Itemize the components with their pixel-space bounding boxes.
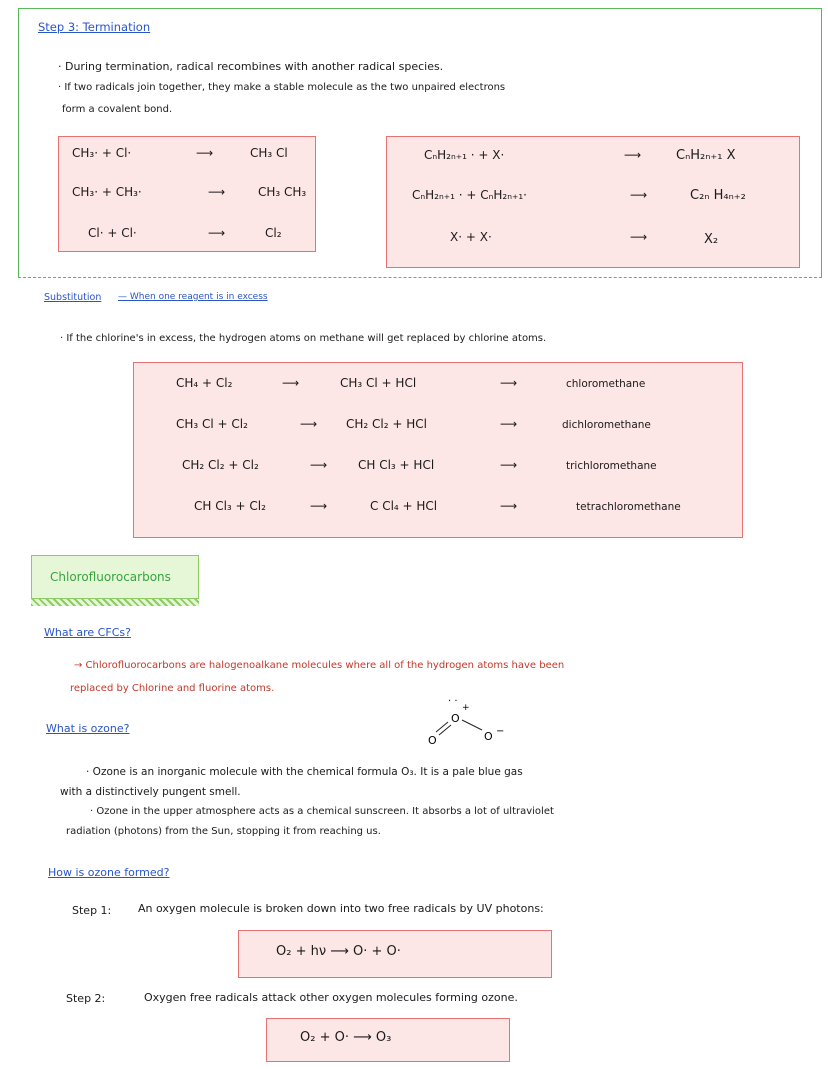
cfc-question: What are CFCs? [44,626,131,639]
arrow: ⟶ [196,146,214,160]
step3-line2: · If two radicals join together, they make a stable molecule as the two unpaired electrons [58,82,506,93]
arrow: ⟶ [208,185,226,199]
cfc-answer-line1: → Chlorofluorocarbons are halogenoalkane molecules where all of the hydrogen atoms have been [74,660,565,671]
equation-rhs: X₂ [704,232,719,247]
equation-products: CH₃ Cl + HCl [340,376,417,390]
equation-products: CH₂ Cl₂ + HCl [346,417,427,431]
lone-pair-dots: · · [448,696,458,707]
ozone-para2-line1: · Ozone in the upper atmosphere acts as a chemical sunscreen. It absorbs a lot of ultraviolet [90,806,554,817]
double-bond-line [436,722,448,732]
arrow: ⟶ [630,188,648,202]
long-arrow: ⟶ [500,376,518,390]
equation-lhs: CH Cl₃ + Cl₂ [194,499,266,513]
equation-products: C Cl₄ + HCl [370,499,438,513]
step3-title: Step 3: Termination [38,20,151,34]
step1-label: Step 1: [72,904,112,917]
section-divider [18,277,822,278]
equation-lhs: CH₄ + Cl₂ [176,376,233,390]
step1-text: An oxygen molecule is broken down into two free radicals by UV photons: [138,902,544,915]
arrow: ⟶ [310,458,328,472]
ozone-para2-line2: radiation (photons) from the Sun, stopping it from reaching us. [66,826,381,837]
equation-rhs: CₙH₂ₙ₊₁ X [676,148,736,163]
product-name: dichloromethane [562,419,651,431]
step3-line1: · During termination, radical recombines with another radical species. [58,60,444,73]
negative-charge: − [496,726,505,737]
single-bond-line [462,720,482,730]
equation-rhs: CH₃ Cl [250,146,288,160]
cfc-tag-hatch [31,599,199,606]
long-arrow: ⟶ [500,458,518,472]
arrow: ⟶ [208,226,226,240]
cfc-answer-line2: replaced by Chlorine and fluorine atoms. [70,683,275,694]
arrow: ⟶ [630,230,648,244]
equation-products: CH Cl₃ + HCl [358,458,435,472]
equation-rhs: Cl₂ [265,226,282,240]
equation-rhs: CH₃ CH₃ [258,185,307,199]
double-bond-line [439,725,451,735]
equation-lhs: CH₃· + CH₃· [72,185,142,199]
equation-lhs: X· + X· [450,230,492,244]
oxygen-atom-center: O [451,712,460,725]
product-name: chloromethane [566,378,646,390]
ozone-para1-line1: · Ozone is an inorganic molecule with the chemical formula O₃. It is a pale blue gas [86,766,523,778]
arrow: ⟶ [310,499,328,513]
formation-question: How is ozone formed? [48,866,170,879]
equation-lhs: CH₃ Cl + Cl₂ [176,417,248,431]
product-name: trichloromethane [566,460,657,472]
step2-label: Step 2: [66,992,106,1005]
equation-lhs: CH₃· + Cl· [72,146,132,160]
step1-equation: O₂ + hν ⟶ O· + O· [276,944,401,959]
ozone-question: What is ozone? [46,722,130,735]
equation-lhs: Cl· + Cl· [88,226,137,240]
step2-text: Oxygen free radicals attack other oxygen molecules forming ozone. [144,991,518,1004]
long-arrow: ⟶ [500,499,518,513]
oxygen-atom-right: O [484,730,493,743]
arrow: ⟶ [624,148,642,162]
ozone-para1-line2: with a distinctively pungent smell. [60,786,241,798]
arrow: ⟶ [300,417,318,431]
positive-charge: + [462,703,470,713]
step2-equation: O₂ + O· ⟶ O₃ [300,1030,392,1045]
cfc-section-tag [31,555,199,599]
equation-rhs: C₂ₙ H₄ₙ₊₂ [690,188,746,203]
equation-lhs: CH₂ Cl₂ + Cl₂ [182,458,259,472]
long-arrow: ⟶ [500,417,518,431]
oxygen-atom-left: O [428,734,437,747]
cfc-tag-label: Chlorofluorocarbons [50,570,171,584]
product-name: tetrachloromethane [576,501,681,513]
substitution-intro: · If the chlorine's in excess, the hydrogen atoms on methane will get replaced by chlorine atoms. [60,333,547,344]
substitution-heading: Substitution [44,292,102,303]
ozone-structure [420,692,530,750]
step3-line3: form a covalent bond. [62,104,173,115]
substitution-subheading: — When one reagent is in excess [118,292,268,302]
arrow: ⟶ [282,376,300,390]
equation-lhs: CₙH₂ₙ₊₁ · + CₙH₂ₙ₊₁· [412,188,527,202]
equation-lhs: CₙH₂ₙ₊₁ · + X· [424,148,505,162]
